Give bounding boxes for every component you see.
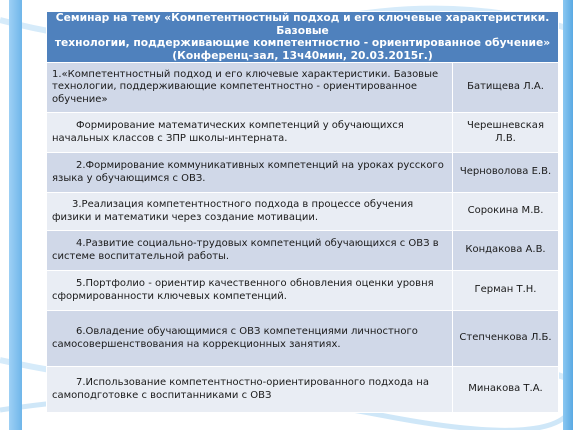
table-row [47,63,559,113]
table-row [47,113,559,153]
speaker-cell: Черешневская Л.В. [453,113,559,153]
topic-cell: Формирование математических компетенций у обучающихся начальных классов с ЗПР школы-интерната. [47,113,453,153]
topic-cell: 1.«Компетентностный подход и его ключевые характеристики. Базовые технологии, поддерживающие компетентностно - ориентированное обучение» [47,63,453,113]
table-header [47,12,559,63]
speaker-cell: Минакова Т.А. [453,367,559,413]
speaker-cell: Сорокина М.В. [453,193,559,231]
left-accent-bar [9,0,22,430]
topic-cell: 7.Использование компетентностно-ориентированного подхода на самоподготовке с воспитанниками с ОВЗ [47,367,453,413]
table-row [47,311,559,367]
table-row [47,271,559,311]
table-row [47,193,559,231]
table-row [47,367,559,413]
header-title-line2: технологии, поддерживающие компетентностно - ориентированное обучение» [54,36,551,49]
header-title-line1: Семинар на тему «Компетентностный подход и его ключевые характеристики. Базовые [55,11,550,37]
topic-cell: 5.Портфолио - ориентир качественного обновления оценки уровня сформированности ключевых компетенций. [47,271,453,311]
speaker-cell: Черноволова Е.В. [453,153,559,193]
topic-cell: 2.Формирование коммуникативных компетенций на уроках русского языка у обучающимся с ОВЗ. [47,153,453,193]
header-location-date: (Конференц-зал, 13ч40мин, 20.03.2015г.) [172,48,433,62]
speaker-cell: Герман Т.Н. [453,271,559,311]
topic-cell: 4.Развитие социально-трудовых компетенций обучающихся с ОВЗ в системе воспитательной работы. [47,231,453,271]
table-row [47,231,559,271]
speaker-cell: Степченкова Л.Б. [453,311,559,367]
topic-cell: 3.Реализация компетентностного подхода в процессе обучения физики и математики через создание мотивации. [47,193,453,231]
seminar-schedule-table [46,11,559,413]
right-accent-bar [563,0,573,430]
topic-cell: 6.Овладение обучающимися с ОВЗ компетенциями личностного самосовершенствования на коррекционных занятиях. [47,311,453,367]
speaker-cell: Батищева Л.А. [453,63,559,113]
table-row [47,153,559,193]
speaker-cell: Кондакова А.В. [453,231,559,271]
